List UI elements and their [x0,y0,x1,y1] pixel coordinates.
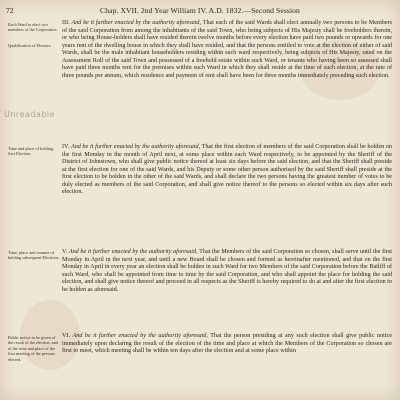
margin-note: Each Ward to elect two members of the Corporation. [8,22,58,33]
margin-note: Public notice to be given of the result of the election, and of the time and place of the first meeting of the persons elected. [8,335,58,362]
enacting-clause: And be it further enacted by the authority aforesaid, [71,20,202,26]
section-text: That the person presiding at any such election shall give public notice immediately upon declaring the result of the election of the time and place at which the Members of the Corporation so chosen are first to meet, which meeting shall be within ten days after the election and at some place within [62,333,392,355]
section-number: III. [62,20,70,26]
section-6 [62,333,392,356]
section-5 [62,249,392,294]
page-number: 72 [6,6,14,15]
section-text: That the Members of the said Corporation so chosen, shall serve until the first Monday in April in the next year, and until a new Board shall be chosen and formed as hereinafter mentioned, and that on the first Monday in April in every year an election shall be holden in such Ward for two Members of the said Corporation before the Bailiff of such Ward, who shall be appointed from time to time by the said Corporation, and who shall appoint the place for holding the said election, and shall give notice thereof and proceed in all respects as the Sheriff is hereby required to do at and after the first election to be holden as aforesaid. [62,249,392,293]
running-title: Chap. XVII. 2nd Year William IV. A.D. 1832.—Second Session [100,6,300,15]
enacting-clause: And be it further enacted by the authority aforesaid, [68,249,198,255]
section-number: IV. [62,144,70,150]
section-number: V. [62,249,68,255]
handwritten-marginalia: Unreadable [4,110,56,119]
section-text: That the first election of members of the said Corporation shall be holden on the first Monday in the month of April next, at some place within each Ward respectively, to be appointed by the Sheriff of the District of Johnstown, who shall give public notice thereof at least six days before the said election, and that the Sheriff shall preside at the first election for one of the said Wards, and his Deputy or some other person authorised by the said Sheriff shall preside at the first election to be holden in the other of the said Wards, and shall declare the two persons having the greatest number of votes to be duly elected as members of the said Corporation, and shall give notice thereof to the persons so elected within six days after such election. [62,144,392,196]
page-header [6,5,394,17]
enacting-clause: And be it further enacted by the authority aforesaid, [70,144,201,150]
margin-note: Time and place of holding first Election. [8,146,54,157]
enacting-clause: And be it further enacted by the authority aforesaid, [72,333,208,339]
section-4 [62,144,392,197]
section-text: That each of the said Wards shall elect annually two persons to be Members of the said Corporation from among the inhabitants of the said Town, who being subjects of His Majesty shall be freeholders therein, or who being House-holders shall have resided therein twelve months before every election have paid two pounds or upwards for one years rent of the dwelling house in which they shall have resided, and that the persons entitled to vote at the election of either of said Wards, shall be the male inhabitant householders residing within such ward respectively, being subjects of His Majesty, rated on the Assessment Roll of the said Town and possessed of a freehold estate within such Ward, or tenants who having been so assessed shall have paid three months rent for the premises within such Ward in which they shall reside at the time of such election, at the rate of three pounds per annum, which residence and payment of rent shall have been for three months immediately preceding such election. [62,20,392,79]
margin-note: Time, place and manner of holding subsequent Elections. [8,250,60,261]
margin-note: Qualification of Electors. [8,43,52,48]
section-number: VI. [62,333,71,339]
section-3 [62,20,392,80]
